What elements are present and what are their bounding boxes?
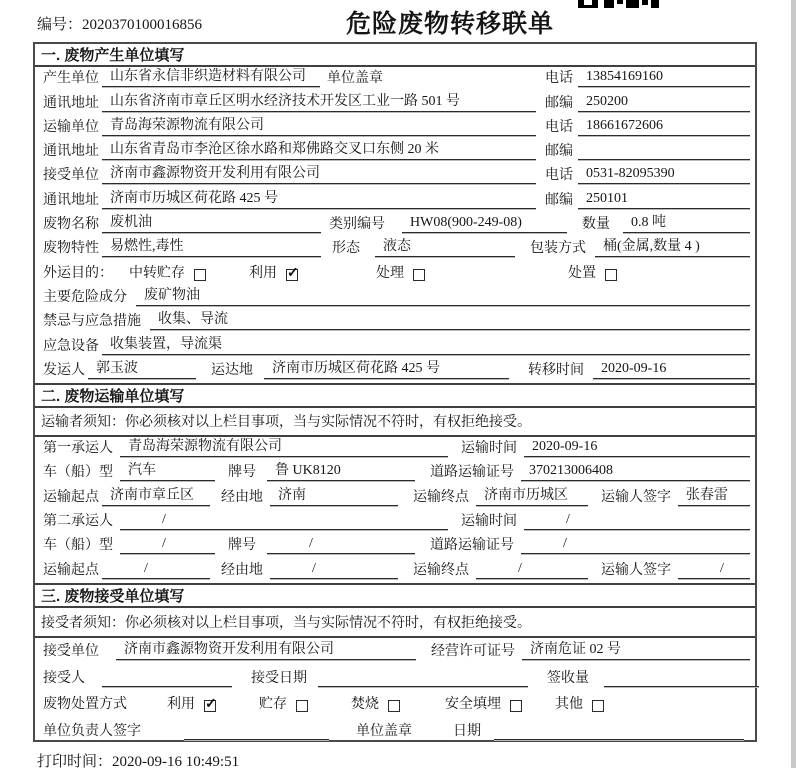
quantity-value: 0.8 吨 xyxy=(623,215,750,233)
receive-date-label: 接受日期 xyxy=(251,670,307,686)
receiver-notice: 接受者须知：你必须核对以上栏目事项，当与实际情况不符时，有权拒绝接受。 xyxy=(35,608,755,638)
row-disposal-method xyxy=(35,691,755,718)
quantity-label: 数量 xyxy=(582,217,610,233)
category-code-value: HW08(900-249-08) xyxy=(402,215,567,233)
via-value: 济南 xyxy=(270,488,398,506)
row-receiver-address xyxy=(35,188,755,212)
signed-quantity-label: 签收量 xyxy=(547,670,589,686)
option-label: 利用 xyxy=(249,265,277,281)
vehicle-type-value: / xyxy=(120,536,215,554)
row-waste-name xyxy=(35,213,755,237)
qr-block xyxy=(642,0,648,5)
vehicle-type-label: 车（船）型 xyxy=(43,538,113,554)
waste-property-label: 废物特性 xyxy=(43,241,99,257)
transport-time-value: 2020-09-16 xyxy=(524,439,750,457)
phone-label: 电话 xyxy=(545,119,573,135)
terminus-label: 运输终点 xyxy=(413,562,469,578)
shipper-label: 发运人 xyxy=(43,362,85,378)
phone-label: 电话 xyxy=(545,168,573,184)
qr-block xyxy=(651,0,659,8)
row-first-carrier xyxy=(35,437,755,461)
hazard-component-label: 主要危险成分 xyxy=(43,289,127,305)
emergency-measures-label: 禁忌与应急措施 xyxy=(43,314,141,330)
first-carrier-value: 青岛海荣源物流有限公司 xyxy=(120,439,448,457)
phone-value: 0531-82095390 xyxy=(578,166,750,184)
zip-label: 邮编 xyxy=(545,95,573,111)
qr-block xyxy=(604,0,614,8)
section2-header: 二. 废物运输单位填写 xyxy=(35,383,755,408)
row-responsible-signature xyxy=(35,717,755,744)
emergency-measures-value: 收集、导流 xyxy=(150,312,750,330)
emergency-equipment-label: 应急设备 xyxy=(43,338,99,354)
serial-label: 编号： xyxy=(37,17,83,33)
packaging-label: 包装方式 xyxy=(530,241,586,257)
option-label: 利用 xyxy=(167,697,195,713)
transport-unit-value: 青岛海荣源物流有限公司 xyxy=(102,118,536,136)
transport-unit-label: 运输单位 xyxy=(43,119,99,135)
zip-label: 邮编 xyxy=(545,192,573,208)
category-code-label: 类别编号 xyxy=(329,217,385,233)
terminus-value: 济南市历城区 xyxy=(476,488,588,506)
option-label: 焚烧 xyxy=(351,697,379,713)
date-value xyxy=(494,723,744,740)
receiver-person-label: 接受人 xyxy=(43,670,85,686)
checkbox-utilize[interactable] xyxy=(204,700,216,712)
row-receiver-unit xyxy=(35,164,755,188)
qr-block xyxy=(626,0,639,8)
transfer-time-label: 转移时间 xyxy=(528,362,584,378)
road-permit-value: / xyxy=(521,536,750,554)
road-permit-value: 370213006408 xyxy=(521,463,750,481)
transfer-time-value: 2020-09-16 xyxy=(593,361,750,379)
qr-code-fragment xyxy=(578,0,659,9)
row-shipper xyxy=(35,359,755,383)
road-permit-label: 道路运输证号 xyxy=(430,538,514,554)
zip-value: 250200 xyxy=(578,94,750,112)
form-state-value: 液态 xyxy=(375,239,515,257)
destination-label: 运达地 xyxy=(211,362,253,378)
via-label: 经由地 xyxy=(221,489,263,505)
row-second-carrier xyxy=(35,510,755,534)
unit-seal-label: 单位盖章 xyxy=(327,71,383,87)
section1-header: 一. 废物产生单位填写 xyxy=(35,44,755,67)
checkbox-other[interactable] xyxy=(592,700,604,712)
waste-name-label: 废物名称 xyxy=(43,217,99,233)
transport-time-label: 运输时间 xyxy=(461,514,517,530)
plate-number-label: 牌号 xyxy=(228,465,256,481)
row-waste-property xyxy=(35,237,755,261)
print-time-value: 2020-09-16 10:49:51 xyxy=(112,754,240,768)
terminus-value: / xyxy=(476,561,588,579)
checkbox-utilize[interactable] xyxy=(286,269,298,281)
emergency-equipment-value: 收集装置，导流渠 xyxy=(102,337,750,355)
disposal-method-label: 废物处置方式 xyxy=(43,697,127,713)
carrier-signature-label: 运输人签字 xyxy=(601,489,671,505)
row-producer-address xyxy=(35,91,755,115)
packaging-value: 桶(金属,数量 4 ) xyxy=(595,239,750,257)
checkbox-transfer-storage[interactable] xyxy=(194,269,206,281)
print-time xyxy=(37,750,239,768)
row-receiver-person xyxy=(35,664,755,691)
vehicle-type-label: 车（船）型 xyxy=(43,465,113,481)
row-transport-unit xyxy=(35,116,755,140)
phone-label: 电话 xyxy=(545,71,573,87)
receiver-person-value xyxy=(102,670,232,687)
second-carrier-value: / xyxy=(120,512,448,530)
row-hazard-component xyxy=(35,286,755,310)
outbound-purpose-label: 外运目的： xyxy=(43,265,113,281)
unit-seal-label: 单位盖章 xyxy=(356,723,412,739)
phone-value: 18661672606 xyxy=(578,118,750,136)
license-number-label: 经营许可证号 xyxy=(431,644,515,660)
option-label: 安全填埋 xyxy=(445,697,501,713)
print-time-label: 打印时间： xyxy=(37,754,113,768)
origin-label: 运输起点 xyxy=(43,489,99,505)
signed-quantity-value xyxy=(604,670,759,687)
road-permit-label: 道路运输证号 xyxy=(430,465,514,481)
option-label: 中转贮存 xyxy=(129,265,185,281)
plate-number-value: / xyxy=(267,536,415,554)
responsible-signature-label: 单位负责人签字 xyxy=(43,723,141,739)
checkbox-dispose[interactable] xyxy=(605,269,617,281)
waste-property-value: 易燃性,毒性 xyxy=(102,239,321,257)
address-value: 济南市历城区荷花路 425 号 xyxy=(102,191,536,209)
address-label: 通讯地址 xyxy=(43,95,99,111)
plate-number-value: 鲁 UK8120 xyxy=(267,463,415,481)
receive-date-value xyxy=(318,670,528,687)
checkbox-landfill[interactable] xyxy=(510,700,522,712)
serial-number xyxy=(37,13,202,34)
qr-block xyxy=(617,0,623,4)
checkbox-incinerate[interactable] xyxy=(388,700,400,712)
waste-name-value: 废机油 xyxy=(102,215,321,233)
transport-time-label: 运输时间 xyxy=(461,441,517,457)
zip-label: 邮编 xyxy=(545,144,573,160)
row-receiving-unit xyxy=(35,638,755,665)
row-transport-address xyxy=(35,140,755,164)
responsible-signature-value xyxy=(184,723,329,740)
qr-block xyxy=(578,0,598,8)
carrier-signature-value: / xyxy=(678,561,750,579)
license-number-value: 济南危证 02 号 xyxy=(522,642,750,660)
hazard-component-value: 废矿物油 xyxy=(136,288,750,306)
date-label: 日期 xyxy=(453,723,481,739)
phone-value: 13854169160 xyxy=(578,69,750,87)
checkbox-store[interactable] xyxy=(296,700,308,712)
row-emergency-equipment xyxy=(35,334,755,358)
address-label: 通讯地址 xyxy=(43,192,99,208)
address-label: 通讯地址 xyxy=(43,144,99,160)
via-label: 经由地 xyxy=(221,562,263,578)
origin-value: 济南市章丘区 xyxy=(102,488,210,506)
second-carrier-label: 第二承运人 xyxy=(43,514,113,530)
transporter-notice: 运输者须知：你必须核对以上栏目事项，当与实际情况不符时，有权拒绝接受。 xyxy=(35,408,755,437)
option-label: 其他 xyxy=(555,697,583,713)
checkbox-treat[interactable] xyxy=(413,269,425,281)
row-producer-unit xyxy=(35,67,755,91)
address-value: 山东省青岛市李沧区徐水路和郑佛路交叉口东侧 20 米 xyxy=(102,142,536,160)
receiving-unit-value: 济南市鑫源物资开发利用有限公司 xyxy=(116,642,416,660)
row-vehicle-type-2 xyxy=(35,534,755,558)
producer-unit-label: 产生单位 xyxy=(43,71,99,87)
serial-value: 2020370100016856 xyxy=(82,17,203,33)
row-vehicle-type xyxy=(35,461,755,485)
origin-value: / xyxy=(102,561,210,579)
option-label: 贮存 xyxy=(259,697,287,713)
zip-value xyxy=(578,143,750,160)
row-emergency-measures xyxy=(35,310,755,334)
receiving-unit-label: 接受单位 xyxy=(43,644,99,660)
producer-unit-value: 山东省永信非织造材料有限公司 xyxy=(102,69,320,87)
receiver-unit-value: 济南市鑫源物资开发利用有限公司 xyxy=(102,166,536,184)
option-label: 处置 xyxy=(568,265,596,281)
carrier-signature-value: 张春雷 xyxy=(678,488,750,506)
page-title: 危险废物转移联单 xyxy=(345,10,554,38)
destination-value: 济南市历城区荷花路 425 号 xyxy=(264,361,509,379)
row-transport-route xyxy=(35,485,755,509)
section3-header: 三. 废物接受单位填写 xyxy=(35,583,755,608)
receiver-unit-label: 接受单位 xyxy=(43,168,99,184)
zip-value: 250101 xyxy=(578,191,750,209)
plate-number-label: 牌号 xyxy=(228,538,256,554)
first-carrier-label: 第一承运人 xyxy=(43,441,113,457)
shipper-value: 郭玉波 xyxy=(88,361,196,379)
option-label: 处理 xyxy=(376,265,404,281)
row-transport-route-2 xyxy=(35,558,755,582)
origin-label: 运输起点 xyxy=(43,562,99,578)
row-outbound-purpose xyxy=(35,261,755,285)
form-state-label: 形态 xyxy=(332,241,360,257)
vehicle-type-value: 汽车 xyxy=(120,463,215,481)
transport-time-value: / xyxy=(524,512,750,530)
terminus-label: 运输终点 xyxy=(413,489,469,505)
manifest-form xyxy=(33,42,757,742)
scrollbar[interactable] xyxy=(791,0,796,768)
via-value: / xyxy=(270,561,398,579)
address-value: 山东省济南市章丘区明水经济技术开发区工业一路 501 号 xyxy=(102,94,536,112)
carrier-signature-label: 运输人签字 xyxy=(601,562,671,578)
